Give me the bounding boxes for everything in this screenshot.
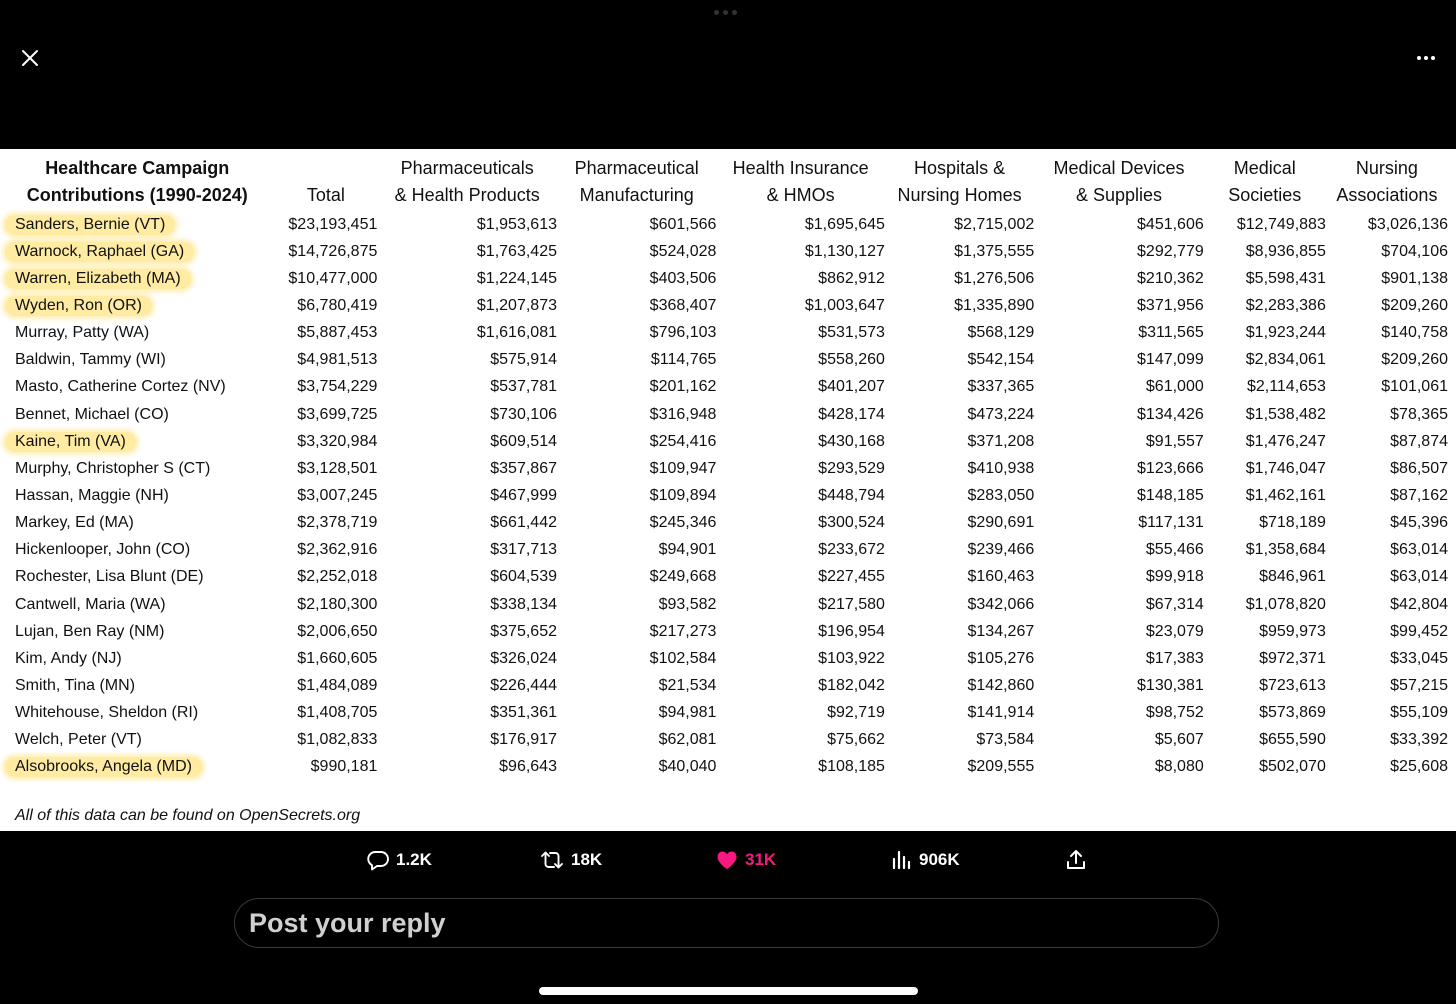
value-cell: $209,260 [1381, 296, 1448, 314]
senator-name-cell [0, 727, 274, 754]
value-cell: $14,726,875 [288, 242, 378, 260]
value-cell: $94,901 [658, 541, 717, 559]
value-cell: $3,128,501 [297, 459, 378, 477]
senator-name: Lujan, Ben Ray (NM) [15, 622, 165, 640]
table-row [0, 292, 1448, 319]
table-row [0, 510, 1448, 537]
value-cell: $42,804 [1390, 595, 1448, 613]
value-cell: $5,607 [1154, 731, 1204, 749]
value-cell: $524,028 [649, 242, 717, 260]
action-bar [0, 844, 1456, 876]
senator-name-cell [0, 211, 274, 238]
value-cell: $311,565 [1138, 324, 1204, 342]
senator-name: Bennet, Michael (CO) [15, 405, 169, 423]
value-cell: $430,168 [818, 432, 885, 450]
value-cell: $1,462,161 [1245, 486, 1326, 504]
value-cell: $57,215 [1390, 676, 1448, 694]
senator-name-cell [0, 265, 274, 292]
senator-name-cell [0, 401, 274, 428]
value-cell: $338,134 [490, 595, 557, 613]
value-cell: $98,752 [1145, 704, 1204, 722]
value-cell: $108,185 [818, 758, 885, 776]
value-cell: $109,894 [649, 486, 717, 504]
value-cell: $130,381 [1137, 676, 1204, 694]
senator-name: Hickenlooper, John (CO) [15, 541, 191, 559]
value-cell: $101,061 [1381, 378, 1448, 396]
value-cell: $972,371 [1259, 649, 1326, 667]
value-cell: $3,699,725 [297, 405, 378, 423]
like-button[interactable] [715, 844, 776, 876]
value-cell: $1,538,482 [1245, 405, 1326, 423]
table-row [0, 265, 1448, 292]
value-cell: $609,514 [490, 432, 557, 450]
value-cell: $102,584 [649, 649, 717, 667]
table-image[interactable] [0, 149, 1456, 831]
value-cell: $176,917 [490, 731, 557, 749]
value-cell: $23,193,451 [288, 215, 378, 233]
value-cell: $17,383 [1145, 649, 1204, 667]
value-cell: $75,662 [827, 731, 885, 749]
value-cell: $45,396 [1390, 514, 1448, 532]
value-cell: $558,260 [818, 351, 885, 369]
reply-button[interactable] [366, 844, 432, 876]
value-cell: $61,000 [1145, 378, 1204, 396]
value-cell: $209,555 [967, 758, 1035, 776]
value-cell: $542,154 [967, 351, 1035, 369]
value-cell: $901,138 [1381, 269, 1448, 287]
value-cell: $403,506 [649, 269, 717, 287]
value-cell: $2,715,002 [954, 215, 1035, 233]
value-cell: $1,476,247 [1245, 432, 1326, 450]
value-cell: $317,713 [490, 541, 557, 559]
value-cell: $62,081 [658, 731, 717, 749]
value-cell: $2,006,650 [297, 622, 378, 640]
senator-name: Wyden, Ron (OR) [5, 296, 152, 316]
value-cell: $25,608 [1390, 758, 1448, 776]
value-cell: $316,948 [649, 405, 717, 423]
value-cell: $217,580 [818, 595, 885, 613]
value-cell: $6,780,419 [297, 296, 378, 314]
senator-name: Whitehouse, Sheldon (RI) [15, 704, 199, 722]
value-cell: $1,763,425 [476, 242, 557, 260]
table-title: Healthcare Campaign Contributions (1990-2024) [26, 158, 248, 205]
value-cell: $63,014 [1390, 568, 1448, 586]
value-cell: $4,981,513 [297, 351, 378, 369]
value-cell: $99,452 [1390, 622, 1448, 640]
more-options-button[interactable] [1410, 44, 1442, 72]
value-cell: $1,130,127 [804, 242, 885, 260]
senator-name-cell [0, 374, 274, 401]
table-row [0, 401, 1448, 428]
value-cell: $141,914 [967, 704, 1035, 722]
value-cell: $3,007,245 [297, 486, 378, 504]
table-row [0, 482, 1448, 509]
value-cell: $160,463 [967, 568, 1035, 586]
value-cell: $3,026,136 [1367, 215, 1448, 233]
table-row [0, 754, 1448, 781]
value-cell: $375,652 [490, 622, 557, 640]
value-cell: $337,365 [967, 378, 1035, 396]
value-cell: $451,606 [1137, 215, 1204, 233]
value-cell: $148,185 [1137, 486, 1204, 504]
senator-name-cell [0, 672, 274, 699]
senator-name-cell [0, 700, 274, 727]
senator-name: Masto, Catherine Cortez (NV) [15, 378, 226, 396]
value-cell: $239,466 [967, 541, 1035, 559]
value-cell: $1,616,081 [476, 324, 557, 342]
senator-name-cell [0, 428, 274, 455]
table-row [0, 320, 1448, 347]
value-cell: $2,252,018 [297, 568, 378, 586]
value-cell: $290,691 [967, 514, 1035, 532]
senator-name-cell [0, 591, 274, 618]
column-header: Medical Societies [1228, 158, 1302, 205]
value-cell: $368,407 [649, 296, 717, 314]
column-header: Hospitals & Nursing Homes [897, 158, 1022, 205]
value-cell: $94,981 [658, 704, 717, 722]
value-cell: $1,207,873 [476, 296, 557, 314]
value-cell: $217,273 [649, 622, 717, 640]
value-cell: $123,666 [1137, 459, 1204, 477]
value-cell: $604,539 [490, 568, 557, 586]
value-cell: $1,746,047 [1245, 459, 1326, 477]
value-cell: $227,455 [818, 568, 885, 586]
close-button[interactable] [14, 42, 46, 74]
senator-name-cell [0, 347, 274, 374]
value-cell: $718,189 [1259, 514, 1326, 532]
senator-name-cell [0, 645, 274, 672]
value-cell: $12,749,883 [1236, 215, 1326, 233]
value-cell: $537,781 [490, 378, 557, 396]
value-cell: $502,070 [1259, 758, 1326, 776]
table-row [0, 211, 1448, 238]
senator-name-cell [0, 618, 274, 645]
value-cell: $862,912 [818, 269, 885, 287]
value-cell: $226,444 [490, 676, 557, 694]
share-button[interactable] [1064, 844, 1088, 876]
value-cell: $1,484,089 [297, 676, 378, 694]
value-cell: $292,779 [1137, 242, 1204, 260]
value-cell: $1,003,647 [804, 296, 885, 314]
column-header: Medical Devices & Supplies [1053, 158, 1185, 205]
value-cell: $2,362,916 [297, 541, 378, 559]
value-cell: $109,947 [649, 459, 717, 477]
value-cell: $67,314 [1145, 595, 1204, 613]
value-cell: $8,080 [1154, 758, 1204, 776]
value-cell: $1,335,890 [954, 296, 1035, 314]
value-cell: $2,283,386 [1245, 296, 1326, 314]
contributions-table [0, 155, 1448, 781]
table-row [0, 374, 1448, 401]
value-cell: $467,999 [490, 486, 557, 504]
value-cell: $655,590 [1259, 731, 1326, 749]
value-cell: $371,208 [967, 432, 1035, 450]
column-header: Pharmaceutical Manufacturing [574, 158, 699, 205]
value-cell: $1,695,645 [804, 215, 885, 233]
value-cell: $86,507 [1390, 459, 1448, 477]
value-cell: $87,162 [1390, 486, 1448, 504]
views-button[interactable] [891, 844, 960, 876]
value-cell: $990,181 [310, 758, 378, 776]
value-cell: $210,362 [1137, 269, 1204, 287]
value-cell: $2,180,300 [297, 595, 378, 613]
column-header: Total [306, 185, 345, 205]
value-cell: $249,668 [649, 568, 717, 586]
value-cell: $1,276,506 [954, 269, 1035, 287]
senator-name: Baldwin, Tammy (WI) [15, 351, 166, 369]
value-cell: $410,938 [967, 459, 1035, 477]
value-cell: $63,014 [1390, 541, 1448, 559]
senator-name-cell [0, 292, 274, 319]
senator-name: Markey, Ed (MA) [15, 514, 134, 532]
value-cell: $959,973 [1259, 622, 1326, 640]
value-cell: $704,106 [1381, 242, 1448, 260]
value-cell: $283,050 [967, 486, 1035, 504]
value-cell: $182,042 [818, 676, 885, 694]
value-cell: $2,114,653 [1246, 378, 1326, 396]
top-grabber [714, 10, 737, 15]
senator-name: Sanders, Bernie (VT) [5, 215, 175, 235]
value-cell: $21,534 [658, 676, 717, 694]
senator-name: Cantwell, Maria (WA) [15, 595, 166, 613]
table-row [0, 428, 1448, 455]
senator-name-cell [0, 510, 274, 537]
table-row [0, 672, 1448, 699]
value-cell: $568,129 [967, 324, 1035, 342]
senator-name-cell [0, 455, 274, 482]
table-row [0, 537, 1448, 564]
table-row [0, 238, 1448, 265]
value-cell: $87,874 [1390, 432, 1448, 450]
senator-name: Kim, Andy (NJ) [15, 649, 122, 667]
senator-name: Warren, Elizabeth (MA) [5, 269, 191, 289]
views-icon [891, 848, 913, 872]
value-cell: $140,758 [1381, 324, 1448, 342]
senator-name-cell [0, 564, 274, 591]
value-cell: $233,672 [818, 541, 885, 559]
senator-name: Welch, Peter (VT) [15, 731, 142, 749]
value-cell: $201,162 [649, 378, 717, 396]
value-cell: $1,082,833 [297, 731, 378, 749]
value-cell: $8,936,855 [1245, 242, 1326, 260]
repost-icon [539, 848, 565, 872]
senator-name-cell [0, 754, 274, 781]
value-cell: $601,566 [649, 215, 717, 233]
home-indicator [539, 987, 918, 995]
source-note: All of this data can be found on OpenSecrets.org [15, 807, 361, 824]
value-cell: $105,276 [967, 649, 1035, 667]
value-cell: $342,066 [967, 595, 1035, 613]
value-cell: $846,961 [1259, 568, 1326, 586]
header-row [0, 155, 1448, 211]
value-cell: $1,375,555 [954, 242, 1035, 260]
value-cell: $142,860 [967, 676, 1035, 694]
senator-name-cell [0, 320, 274, 347]
more-horizontal-icon [1417, 56, 1435, 60]
senator-name: Warnock, Raphael (GA) [5, 242, 194, 262]
value-cell: $103,922 [818, 649, 885, 667]
senator-name: Rochester, Lisa Blunt (DE) [15, 568, 204, 586]
reply-input[interactable] [234, 898, 1219, 948]
value-cell: $3,320,984 [297, 432, 378, 450]
table-row [0, 727, 1448, 754]
value-cell: $196,954 [818, 622, 885, 640]
table-body [0, 211, 1448, 781]
value-cell: $96,643 [499, 758, 557, 776]
views-count: 906K [919, 850, 960, 869]
senator-name: Smith, Tina (MN) [15, 676, 136, 694]
column-header: Nursing Associations [1336, 158, 1438, 205]
senator-name: Kaine, Tim (VA) [5, 432, 136, 452]
heart-icon [715, 848, 739, 872]
value-cell: $351,361 [490, 704, 557, 722]
column-header: Health Insurance & HMOs [732, 158, 869, 205]
value-cell: $1,953,613 [476, 215, 557, 233]
value-cell: $300,524 [818, 514, 885, 532]
value-cell: $796,103 [649, 324, 717, 342]
value-cell: $401,207 [818, 378, 885, 396]
value-cell: $33,392 [1390, 731, 1448, 749]
value-cell: $10,477,000 [288, 269, 378, 287]
value-cell: $326,024 [490, 649, 557, 667]
reply-placeholder: Post your reply [249, 907, 446, 938]
senator-name: Murphy, Christopher S (CT) [15, 459, 211, 477]
like-count: 31K [745, 850, 777, 869]
value-cell: $55,466 [1145, 541, 1204, 559]
value-cell: $1,660,605 [297, 649, 378, 667]
table-row [0, 564, 1448, 591]
value-cell: $357,867 [490, 459, 557, 477]
value-cell: $73,584 [976, 731, 1035, 749]
repost-count: 18K [571, 850, 603, 869]
value-cell: $2,834,061 [1245, 351, 1326, 369]
value-cell: $3,754,229 [297, 378, 378, 396]
value-cell: $93,582 [658, 595, 717, 613]
value-cell: $723,613 [1259, 676, 1326, 694]
value-cell: $1,408,705 [297, 704, 378, 722]
value-cell: $1,358,684 [1245, 541, 1326, 559]
senator-name-cell [0, 238, 274, 265]
value-cell: $245,346 [649, 514, 717, 532]
value-cell: $78,365 [1390, 405, 1448, 423]
value-cell: $23,079 [1145, 622, 1204, 640]
reply-count: 1.2K [396, 850, 432, 869]
table-row [0, 591, 1448, 618]
value-cell: $428,174 [818, 405, 885, 423]
column-header: Pharmaceuticals & Health Products [394, 158, 540, 205]
comment-icon [366, 848, 390, 872]
value-cell: $5,887,453 [297, 324, 378, 342]
value-cell: $114,765 [650, 351, 717, 369]
repost-button[interactable] [539, 844, 602, 876]
table-row [0, 347, 1448, 374]
value-cell: $134,426 [1137, 405, 1204, 423]
value-cell: $55,109 [1390, 704, 1448, 722]
value-cell: $209,260 [1381, 351, 1448, 369]
share-icon [1064, 848, 1088, 872]
value-cell: $575,914 [490, 351, 557, 369]
value-cell: $1,224,145 [476, 269, 557, 287]
value-cell: $5,598,431 [1245, 269, 1326, 287]
table-row [0, 618, 1448, 645]
value-cell: $2,378,719 [297, 514, 378, 532]
senator-name: Murray, Patty (WA) [15, 324, 150, 342]
value-cell: $134,267 [967, 622, 1035, 640]
value-cell: $147,099 [1137, 351, 1204, 369]
value-cell: $293,529 [818, 459, 885, 477]
senator-name: Hassan, Maggie (NH) [15, 486, 169, 504]
value-cell: $254,416 [649, 432, 717, 450]
close-icon [21, 49, 39, 67]
senator-name: Alsobrooks, Angela (MD) [5, 757, 202, 777]
value-cell: $531,573 [818, 324, 885, 342]
value-cell: $371,956 [1137, 296, 1204, 314]
value-cell: $661,442 [490, 514, 557, 532]
value-cell: $448,794 [818, 486, 885, 504]
value-cell: $1,078,820 [1245, 595, 1326, 613]
table-row [0, 645, 1448, 672]
value-cell: $473,224 [967, 405, 1035, 423]
value-cell: $40,040 [658, 758, 717, 776]
senator-name-cell [0, 537, 274, 564]
value-cell: $117,131 [1138, 514, 1204, 532]
table-row [0, 700, 1448, 727]
value-cell: $573,869 [1259, 704, 1326, 722]
value-cell: $1,923,244 [1245, 324, 1326, 342]
value-cell: $92,719 [827, 704, 885, 722]
value-cell: $99,918 [1145, 568, 1204, 586]
value-cell: $91,557 [1145, 432, 1204, 450]
value-cell: $33,045 [1390, 649, 1448, 667]
table-row [0, 455, 1448, 482]
senator-name-cell [0, 482, 274, 509]
value-cell: $730,106 [490, 405, 557, 423]
